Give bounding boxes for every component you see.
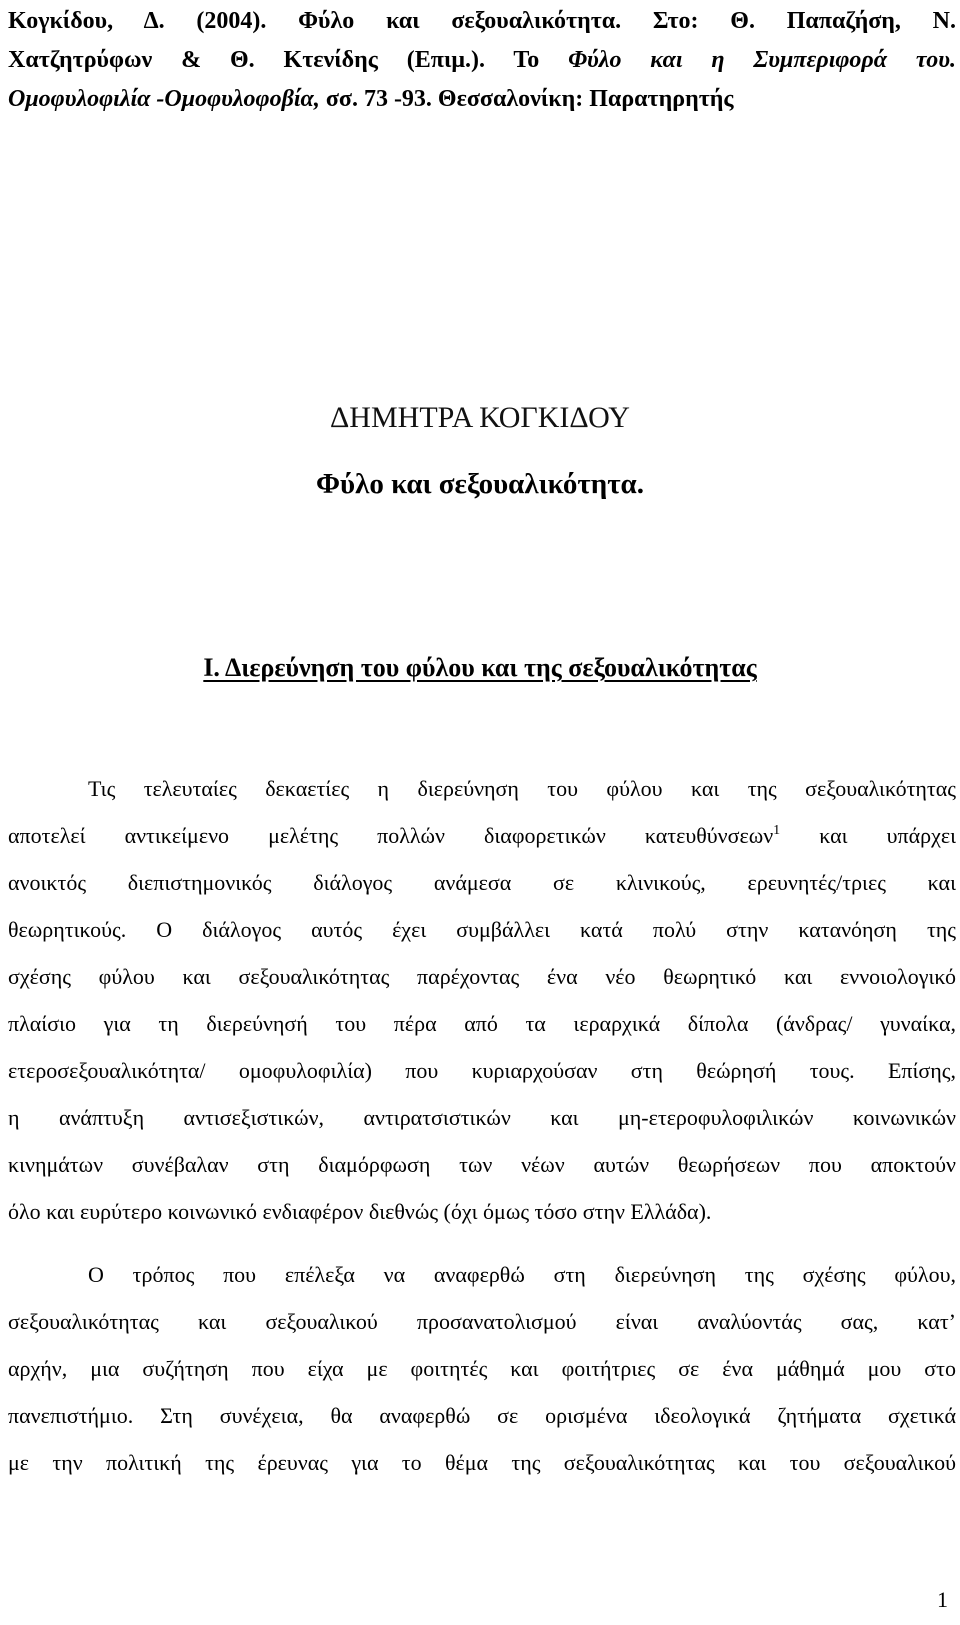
paragraph-line: Ο τρόπος που επέλεξα να αναφερθώ στη διερεύνηση της σχέσης φύλου, [88,1262,956,1287]
citation-book-subtitle: Ομοφυλοφιλία -Ομοφυλοφοβία, [8,86,320,112]
paragraph-text: αποτελεί αντικείμενο μελέτης πολλών διαφορετικών κατευθύνσεων [8,823,774,848]
paragraph-line: η ανάπτυξη αντισεξιστικών, αντιρατσιστικών και μη-ετεροφυλοφιλικών κοινωνικών [8,1105,956,1130]
footnote-marker[interactable]: 1 [773,823,781,838]
paragraph-text: και υπάρχει [780,823,956,848]
citation-text: σσ. 73 -93. Θεσσαλονίκη: Παρατηρητής [319,86,734,112]
section-heading: Ι. Διερεύνηση του φύλου και της σεξουαλικότητας [203,653,757,682]
paragraph-line [8,812,956,859]
citation-line [8,80,956,119]
paragraph-line: θεωρητικούς. Ο διάλογος αυτός έχει συμβάλλει κατά πολύ στην κατανόηση της [8,917,956,942]
paragraph-line: Τις τελευταίες δεκαετίες η διερεύνηση του φύλου και της σεξουαλικότητας [88,776,956,801]
document-title: Φύλο και σεξουαλικότητα. [315,468,644,500]
paragraph-line: όλο και ευρύτερο κοινωνικό ενδιαφέρον διεθνώς (όχι όμως τόσο στην Ελλάδα). [8,1199,712,1224]
paragraph-line: σχέσης φύλου και σεξουαλικότητας παρέχοντας ένα νέο θεωρητικό και εννοιολογικό [8,964,956,989]
paragraph [8,765,956,1235]
paragraph-line: κινημάτων συνέβαλαν στη διαμόρφωση των νέων αυτών θεωρήσεων που αποκτούν [8,1152,956,1177]
paragraph-line: ανοικτός διεπιστημονικός διάλογος ανάμεσα σε κλινικούς, ερευνητές/τριες και [8,870,956,895]
citation-line [8,2,956,41]
citation-text: Χατζητρύφων & Θ. Κτενίδης (Επιμ.). Το [8,47,569,73]
page-number: 1 [937,1587,948,1612]
paragraph-line: σεξουαλικότητας και σεξουαλικού προσανατολισμού είναι αναλύοντάς σας, κατ’ [8,1309,956,1334]
citation-text: Κογκίδου, Δ. (2004). Φύλο και σεξουαλικότητα. Στο: Θ. Παπαζήση, Ν. [8,8,956,34]
paragraph-line: ετεροσεξουαλικότητα/ ομοφυλοφιλία) που κυριαρχούσαν στη θεώρησή τους. Επίσης, [8,1058,956,1083]
paragraph-line: πανεπιστήμιο. Στη συνέχεια, θα αναφερθώ σε ορισμένα ιδεολογικά ζητήματα σχετικά [8,1403,956,1428]
author-name: ΔΗΜΗΤΡΑ ΚΟΓΚΙΔΟΥ [330,401,630,434]
paragraph-line: πλαίσιο για τη διερεύνησή του πέρα από τα ιεραρχικά δίπολα (άνδρας/ γυναίκα, [8,1011,956,1036]
citation-line [8,41,956,80]
citation-book-title: Φύλο και η Συμπεριφορά του. [568,47,956,73]
paragraph-line: αρχήν, μια συζήτηση που είχα με φοιτητές και φοιτήτριες σε ένα μάθημά μου στο [8,1356,956,1381]
citation-block [8,2,956,119]
paragraph-line: με την πολιτική της έρευνας για το θέμα της σεξουαλικότητας και του σεξουαλικού [8,1450,956,1475]
paragraph [8,1251,956,1486]
